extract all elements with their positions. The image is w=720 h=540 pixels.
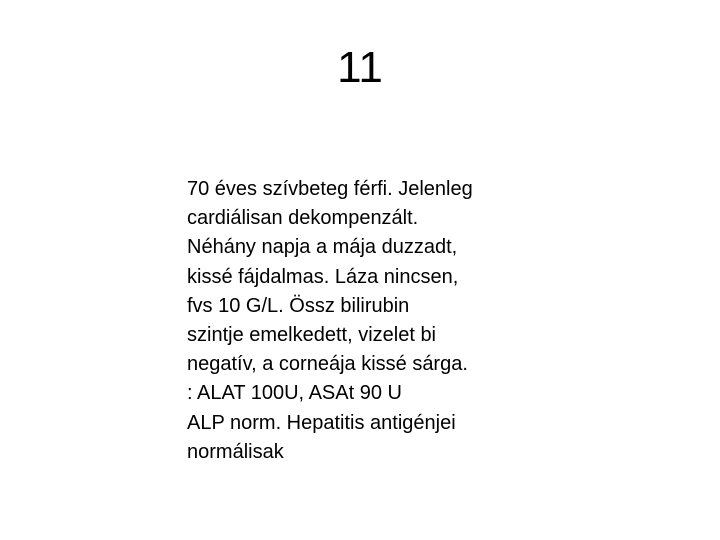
case-line: negatív, a corneája kissé sárga. <box>187 353 468 376</box>
case-line: : ALAT 100U, ASAt 90 U <box>187 382 402 405</box>
slide-title: 11 <box>337 43 383 92</box>
case-line: kissé fájdalmas. Láza nincsen, <box>187 265 459 288</box>
case-description <box>187 175 687 467</box>
case-line: normálisak <box>187 440 284 463</box>
case-line: Néhány napja a mája duzzadt, <box>187 236 458 259</box>
case-line: fvs 10 G/L. Össz bilirubin <box>187 294 410 317</box>
case-line: cardiálisan dekompenzált. <box>187 207 419 230</box>
case-line: ALP norm. Hepatitis antigénjei <box>187 411 456 434</box>
case-line: 70 éves szívbeteg férfi. Jelenleg <box>187 178 473 200</box>
case-line: szintje emelkedett, vizelet bi <box>187 324 437 347</box>
